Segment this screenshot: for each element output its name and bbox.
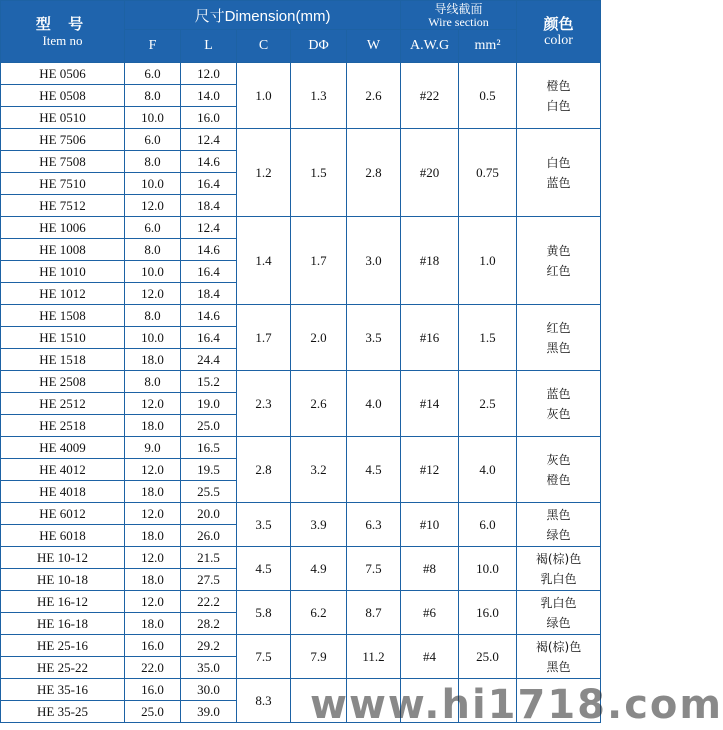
f-cell: 9.0	[125, 437, 181, 459]
item-no-cell: HE 6018	[1, 525, 125, 547]
color-cell	[517, 305, 601, 371]
c-cell: 1.7	[237, 305, 291, 371]
f-cell: 12.0	[125, 591, 181, 613]
f-cell: 10.0	[125, 327, 181, 349]
item-no-cell: HE 1012	[1, 283, 125, 305]
d-cell: 6.2	[291, 591, 347, 635]
l-cell: 27.5	[181, 569, 237, 591]
mm2-cell: 0.5	[459, 63, 517, 129]
item-no-cell: HE 7508	[1, 151, 125, 173]
color-cell	[517, 679, 601, 723]
d-cell	[291, 679, 347, 723]
mm2-cell: 6.0	[459, 503, 517, 547]
f-cell: 8.0	[125, 85, 181, 107]
color-cell	[517, 591, 601, 635]
awg-cell: #22	[401, 63, 459, 129]
f-cell: 10.0	[125, 173, 181, 195]
d-cell: 1.3	[291, 63, 347, 129]
table-row	[1, 591, 601, 613]
f-cell: 10.0	[125, 261, 181, 283]
color-name: 红色	[546, 263, 571, 278]
c-cell: 5.8	[237, 591, 291, 635]
color-name: 红色	[546, 320, 571, 335]
l-cell: 25.0	[181, 415, 237, 437]
item-no-cell: HE 25-22	[1, 657, 125, 679]
item-no-cell: HE 0510	[1, 107, 125, 129]
item-no-cell: HE 10-18	[1, 569, 125, 591]
l-cell: 16.4	[181, 173, 237, 195]
item-no-cell: HE 1510	[1, 327, 125, 349]
l-cell: 16.5	[181, 437, 237, 459]
f-cell: 18.0	[125, 415, 181, 437]
l-cell: 26.0	[181, 525, 237, 547]
table-row	[1, 63, 601, 85]
table-row	[1, 547, 601, 569]
color-cell	[517, 63, 601, 129]
l-cell: 35.0	[181, 657, 237, 679]
w-cell: 11.2	[347, 635, 401, 679]
f-cell: 8.0	[125, 239, 181, 261]
color-name: 灰色	[546, 406, 571, 421]
c-cell: 4.5	[237, 547, 291, 591]
item-no-cell: HE 2512	[1, 393, 125, 415]
mm2-cell: 10.0	[459, 547, 517, 591]
item-no-cell: HE 4018	[1, 481, 125, 503]
mm2-cell: 0.75	[459, 129, 517, 217]
c-cell: 2.3	[237, 371, 291, 437]
color-cell	[517, 437, 601, 503]
f-cell: 18.0	[125, 349, 181, 371]
item-no-cell: HE 1010	[1, 261, 125, 283]
mm2-cell: 25.0	[459, 635, 517, 679]
l-cell: 20.0	[181, 503, 237, 525]
awg-cell: #14	[401, 371, 459, 437]
table-row	[1, 371, 601, 393]
f-cell: 22.0	[125, 657, 181, 679]
spec-table-body	[1, 63, 601, 723]
d-cell: 1.5	[291, 129, 347, 217]
l-cell: 14.6	[181, 305, 237, 327]
w-cell	[347, 679, 401, 723]
col-header-l: L	[181, 30, 237, 63]
d-cell: 3.9	[291, 503, 347, 547]
mm2-cell: 4.0	[459, 437, 517, 503]
l-cell: 18.4	[181, 283, 237, 305]
color-name: 褐(棕)色	[535, 551, 582, 566]
watermark: www.hi1718.com	[310, 682, 723, 728]
color-name: 乳白色	[540, 571, 577, 586]
color-name: 黄色	[546, 243, 571, 258]
f-cell: 12.0	[125, 195, 181, 217]
color-cell	[517, 635, 601, 679]
w-cell: 7.5	[347, 547, 401, 591]
f-cell: 18.0	[125, 569, 181, 591]
color-name: 灰色	[546, 452, 571, 467]
awg-cell: #10	[401, 503, 459, 547]
awg-cell: #16	[401, 305, 459, 371]
f-cell: 12.0	[125, 283, 181, 305]
item-no-cell: HE 1008	[1, 239, 125, 261]
item-no-header-cn: 型 号	[35, 15, 90, 33]
item-no-cell: HE 6012	[1, 503, 125, 525]
f-cell: 16.0	[125, 635, 181, 657]
item-no-cell: HE 1508	[1, 305, 125, 327]
l-cell: 25.5	[181, 481, 237, 503]
color-name: 蓝色	[546, 386, 571, 401]
f-cell: 8.0	[125, 305, 181, 327]
l-cell: 22.2	[181, 591, 237, 613]
col-header-w: W	[347, 30, 401, 63]
item-no-cell: HE 4009	[1, 437, 125, 459]
f-cell: 8.0	[125, 151, 181, 173]
color-name: 橙色	[546, 472, 571, 487]
color-name: 橙色	[546, 78, 571, 93]
color-header-en: color	[544, 32, 573, 48]
item-no-cell: HE 35-16	[1, 679, 125, 701]
item-no-cell: HE 4012	[1, 459, 125, 481]
f-cell: 18.0	[125, 481, 181, 503]
w-cell: 3.5	[347, 305, 401, 371]
item-no-cell: HE 7512	[1, 195, 125, 217]
awg-cell: #18	[401, 217, 459, 305]
awg-cell	[401, 679, 459, 723]
l-cell: 15.2	[181, 371, 237, 393]
item-no-header-en: Item no	[42, 33, 83, 48]
item-no-cell: HE 7510	[1, 173, 125, 195]
l-cell: 12.4	[181, 217, 237, 239]
awg-cell: #6	[401, 591, 459, 635]
color-name: 黑色	[546, 340, 571, 355]
f-cell: 12.0	[125, 547, 181, 569]
f-cell: 12.0	[125, 459, 181, 481]
col-header-mm2: mm²	[459, 30, 517, 63]
w-cell: 2.8	[347, 129, 401, 217]
col-header-c: C	[237, 30, 291, 63]
c-cell: 3.5	[237, 503, 291, 547]
c-cell: 1.0	[237, 63, 291, 129]
l-cell: 19.5	[181, 459, 237, 481]
l-cell: 14.0	[181, 85, 237, 107]
item-no-cell: HE 7506	[1, 129, 125, 151]
color-name: 褐(棕)色	[535, 639, 582, 654]
l-cell: 29.2	[181, 635, 237, 657]
f-cell: 18.0	[125, 525, 181, 547]
l-cell: 12.0	[181, 63, 237, 85]
f-cell: 12.0	[125, 503, 181, 525]
color-name: 绿色	[546, 615, 571, 630]
l-cell: 12.4	[181, 129, 237, 151]
l-cell: 21.5	[181, 547, 237, 569]
l-cell: 16.4	[181, 261, 237, 283]
item-no-cell: HE 1006	[1, 217, 125, 239]
c-cell: 1.2	[237, 129, 291, 217]
f-cell: 18.0	[125, 613, 181, 635]
item-no-header	[1, 1, 125, 63]
item-no-cell: HE 35-25	[1, 701, 125, 723]
d-cell: 4.9	[291, 547, 347, 591]
d-cell: 1.7	[291, 217, 347, 305]
table-row	[1, 217, 601, 239]
item-no-cell: HE 10-12	[1, 547, 125, 569]
wire-section-header-en: Wire section	[428, 14, 489, 29]
color-cell	[517, 547, 601, 591]
w-cell: 6.3	[347, 503, 401, 547]
mm2-cell: 16.0	[459, 591, 517, 635]
dimension-header: 尺寸Dimension(mm)	[125, 1, 401, 30]
w-cell: 4.5	[347, 437, 401, 503]
l-cell: 28.2	[181, 613, 237, 635]
item-no-cell: HE 1518	[1, 349, 125, 371]
wire-section-header-cn: 导线截面	[434, 1, 483, 16]
f-cell: 25.0	[125, 701, 181, 723]
d-cell: 2.0	[291, 305, 347, 371]
awg-cell: #8	[401, 547, 459, 591]
f-cell: 12.0	[125, 393, 181, 415]
color-name: 黑色	[546, 507, 571, 522]
w-cell: 2.6	[347, 63, 401, 129]
col-header-awg: A.W.G	[401, 30, 459, 63]
c-cell: 2.8	[237, 437, 291, 503]
color-header-cn: 颜色	[543, 14, 574, 33]
f-cell: 6.0	[125, 129, 181, 151]
l-cell: 24.4	[181, 349, 237, 371]
table-row	[1, 129, 601, 151]
l-cell: 14.6	[181, 151, 237, 173]
f-cell: 16.0	[125, 679, 181, 701]
mm2-cell: 2.5	[459, 371, 517, 437]
l-cell: 16.4	[181, 327, 237, 349]
l-cell: 39.0	[181, 701, 237, 723]
l-cell: 18.4	[181, 195, 237, 217]
f-cell: 6.0	[125, 217, 181, 239]
item-no-cell: HE 25-16	[1, 635, 125, 657]
f-cell: 10.0	[125, 107, 181, 129]
color-name: 蓝色	[546, 175, 571, 190]
l-cell: 30.0	[181, 679, 237, 701]
w-cell: 8.7	[347, 591, 401, 635]
item-no-cell: HE 2518	[1, 415, 125, 437]
table-row	[1, 437, 601, 459]
w-cell: 4.0	[347, 371, 401, 437]
l-cell: 14.6	[181, 239, 237, 261]
color-cell	[517, 217, 601, 305]
awg-cell: #12	[401, 437, 459, 503]
table-row	[1, 679, 601, 701]
mm2-cell: 1.5	[459, 305, 517, 371]
l-cell: 16.0	[181, 107, 237, 129]
table-row	[1, 503, 601, 525]
awg-cell: #20	[401, 129, 459, 217]
table-row	[1, 635, 601, 657]
item-no-cell: HE 0508	[1, 85, 125, 107]
c-cell: 1.4	[237, 217, 291, 305]
f-cell: 8.0	[125, 371, 181, 393]
color-name: 乳白色	[540, 595, 577, 610]
l-cell: 19.0	[181, 393, 237, 415]
w-cell: 3.0	[347, 217, 401, 305]
item-no-cell: HE 2508	[1, 371, 125, 393]
mm2-cell	[459, 679, 517, 723]
col-header-d: DΦ	[291, 30, 347, 63]
d-cell: 7.9	[291, 635, 347, 679]
c-cell: 8.3	[237, 679, 291, 723]
item-no-cell: HE 16-18	[1, 613, 125, 635]
item-no-cell: HE 16-12	[1, 591, 125, 613]
item-no-cell: HE 0506	[1, 63, 125, 85]
f-cell: 6.0	[125, 63, 181, 85]
color-cell	[517, 503, 601, 547]
color-cell	[517, 371, 601, 437]
wire-section-header	[401, 1, 517, 30]
mm2-cell: 1.0	[459, 217, 517, 305]
color-name: 绿色	[546, 527, 571, 542]
d-cell: 3.2	[291, 437, 347, 503]
color-name: 黑色	[546, 659, 571, 674]
color-cell	[517, 129, 601, 217]
color-header	[517, 1, 601, 63]
c-cell: 7.5	[237, 635, 291, 679]
table-row	[1, 305, 601, 327]
awg-cell: #4	[401, 635, 459, 679]
d-cell: 2.6	[291, 371, 347, 437]
color-name: 白色	[546, 98, 571, 113]
color-name: 白色	[546, 155, 571, 170]
col-header-f: F	[125, 30, 181, 63]
